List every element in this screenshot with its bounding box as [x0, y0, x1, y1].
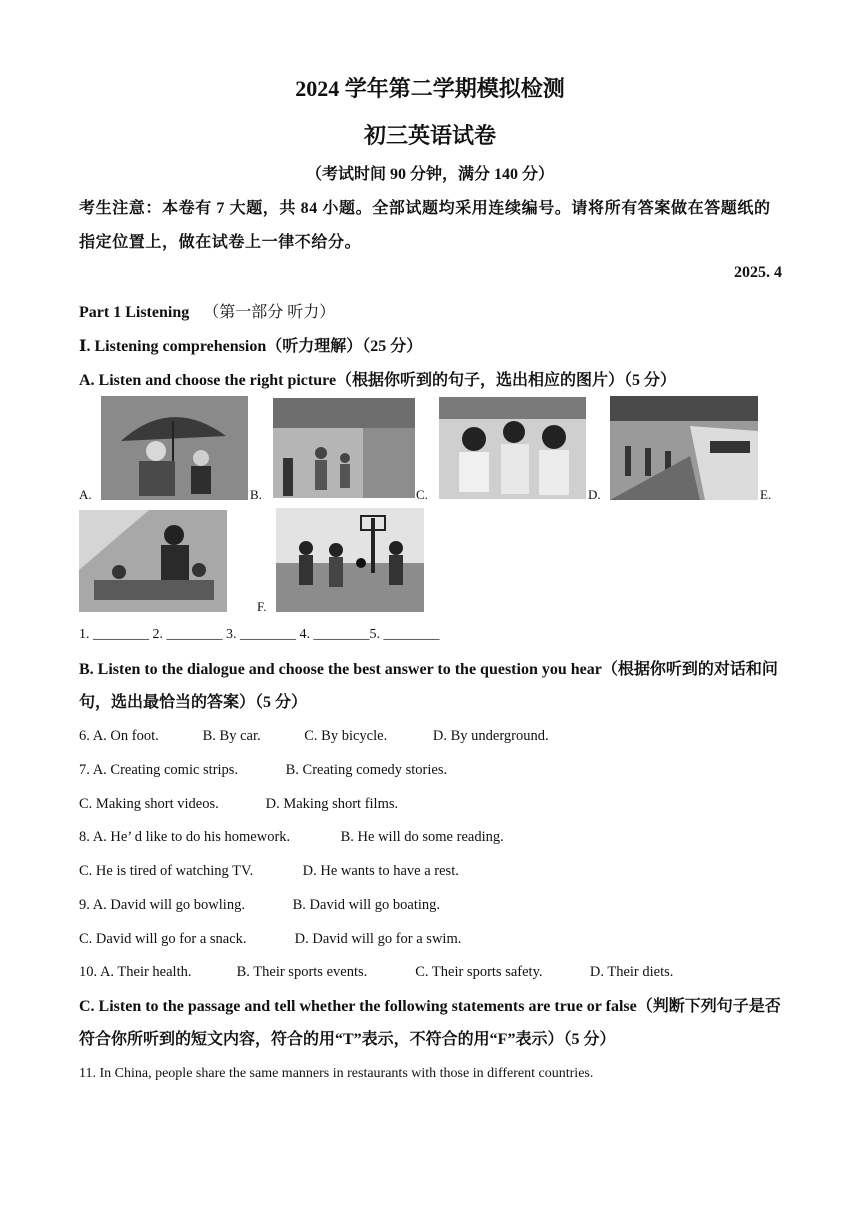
option-text: 6. A. On foot.: [79, 728, 159, 744]
option-text: 8. A. He’ d like to do his homework.: [79, 829, 291, 845]
option-text: D. By underground.: [432, 728, 549, 744]
question-9-line-2: [79, 931, 461, 948]
picture-label-c: C.: [416, 487, 428, 502]
exam-date: 2025. 4: [734, 264, 782, 281]
option-text: B. David will go boating.: [292, 897, 441, 913]
picture-label-a: A.: [79, 487, 92, 502]
picture-c-students-lab: [439, 397, 586, 499]
option-text: C. David will go for a snack.: [79, 931, 247, 947]
option-text: 7. A. Creating comic strips.: [79, 762, 239, 778]
question-8-line-1: [79, 829, 504, 846]
option-text: D. Making short films.: [265, 796, 399, 812]
picture-label-e: E.: [760, 487, 772, 502]
option-text: B. Creating comedy stories.: [285, 762, 448, 778]
picture-label-d: D.: [588, 487, 601, 502]
option-text: 10. A. Their health.: [79, 964, 192, 980]
exam-title: 2024 学年第二学期模拟检测: [295, 76, 565, 101]
question-10: [79, 964, 673, 981]
listening-section-heading: Ⅰ. Listening comprehension（听力理解）（25 分）: [79, 338, 423, 355]
option-text: D. David will go for a swim.: [294, 931, 462, 947]
exam-subtitle: 初三英语试卷: [363, 123, 496, 148]
option-text: B. He will do some reading.: [340, 829, 504, 845]
picture-e-teacher-classroom: [79, 510, 227, 612]
question-6: [79, 728, 549, 745]
option-text: B. By car.: [202, 728, 261, 744]
picture-b-station-family: [273, 398, 415, 498]
section-a-heading: A. Listen and choose the right picture（根据你听到的句子，选出相应的图片）（5 分）: [79, 372, 677, 389]
option-text: B. Their sports events.: [236, 964, 368, 980]
picture-d-train-platform: [610, 396, 758, 500]
question-11: 11. In China, people share the same manners in restaurants with those in different countries.: [79, 1066, 594, 1081]
time-note: （考试时间 90 分钟，满分 140 分）: [305, 166, 554, 183]
option-text: 9. A. David will go bowling.: [79, 897, 245, 913]
question-9-line-1: [79, 897, 440, 914]
question-7-line-2: [79, 796, 398, 813]
question-8-line-2: [79, 863, 459, 880]
section-a-answer-blanks: 1. ________ 2. ________ 3. ________ 4. ________5. ________: [79, 627, 440, 642]
part1-heading: [79, 299, 335, 322]
option-text: D. He wants to have a rest.: [302, 863, 459, 879]
part1-heading-en: Part 1 Listening: [79, 304, 190, 321]
option-text: D. Their diets.: [589, 964, 674, 980]
section-b-heading: B. Listen to the dialogue and choose the best answer to the question you hear（根据你听到的对话和问句，选出最恰当的答案）（5 分）: [79, 661, 778, 711]
part1-heading-cn: （第一部分 听力）: [203, 304, 336, 321]
option-text: C. Making short videos.: [79, 796, 219, 812]
picture-label-b: B.: [250, 487, 262, 502]
picture-label-f: F.: [257, 599, 267, 614]
picture-f-basketball: [276, 508, 424, 612]
picture-a-old-man-umbrella: [101, 396, 248, 500]
question-7-line-1: [79, 762, 447, 779]
exam-notice: 考生注意：本卷有 7 大题，共 84 小题。全部试题均采用连续编号。请将所有答案做在答题纸的指定位置上，做在试卷上一律不给分。: [79, 200, 771, 251]
option-text: C. By bicycle.: [304, 728, 388, 744]
option-text: C. Their sports safety.: [415, 964, 543, 980]
section-c-heading: C. Listen to the passage and tell whether the following statements are true or false（判断下列句子是否符合你所听到的短文内容，符合的用“T”表示，不符合的用“F”表示）（5 分）: [79, 998, 781, 1048]
option-text: C. He is tired of watching TV.: [79, 863, 254, 879]
